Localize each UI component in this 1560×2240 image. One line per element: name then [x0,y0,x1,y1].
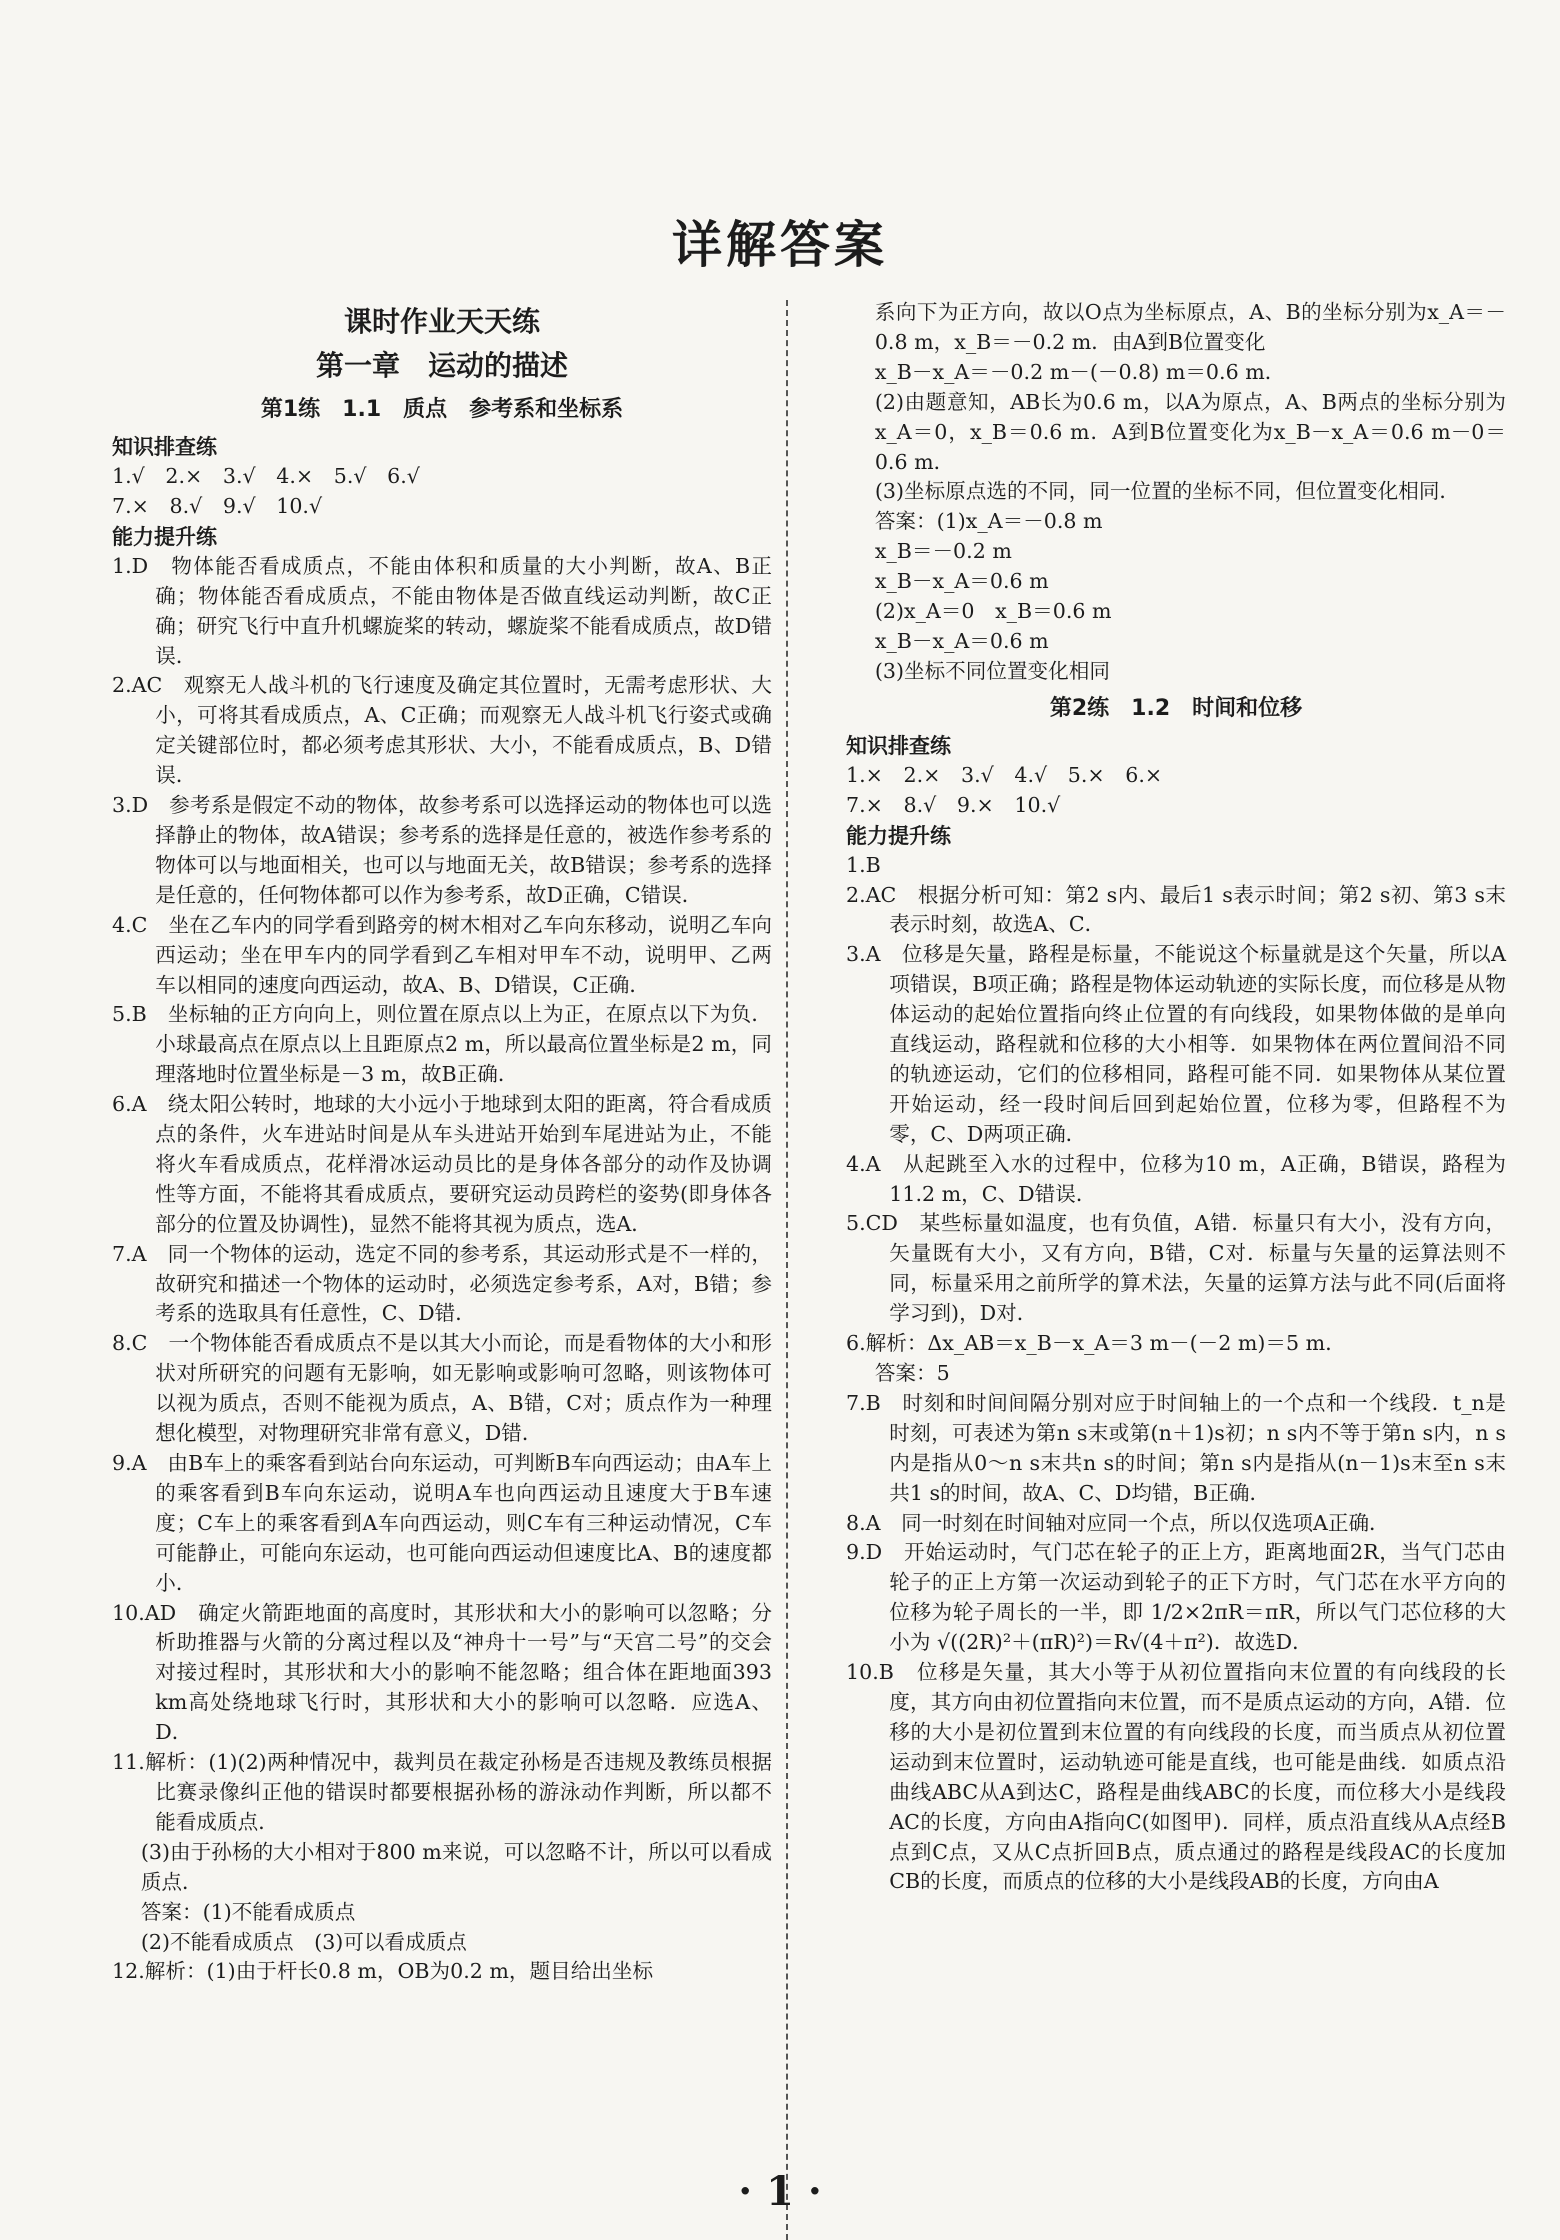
answer-item: 5.B 坐标轴的正方向向上，则位置在原点以上为正，在原点以下为负．小球最高点在原点以上且距原点2 m，所以最高位置坐标是2 m，同理落地时位置坐标是－3 m，故B正确． [112,1002,772,1087]
quick-answers: 7.× 8.√ 9.√ 10.√ [112,493,323,518]
answer-item-cont: (3)由于孙杨的大小相对于800 m来说，可以忽略不计，所以可以看成质点． [140,1839,772,1894]
answer-item: 2.AC 根据分析可知：第2 s内、最后1 s表示时间；第2 s初、第3 s末表示时刻，故选A、C． [846,882,1506,937]
answer-item: 8.A 同一时刻在时间轴对应同一个点，所以仅选项A正确． [846,1510,1390,1535]
answer-item: 6.解析：Δx_AB＝x_B－x_A＝3 m－(－2 m)＝5 m． [846,1331,1346,1356]
answer-line: (2)x_A＝0 x_B＝0.6 m [874,599,1112,624]
answer-item: 2.AC 观察无人战斗机的飞行速度及确定其位置时，无需考虑形状、大小，可将其看成质点，A、C正确；而观察无人战斗机飞行姿式或确定关键部位时，都必须考虑其形状、大小，不能看成质点，B、D错误． [112,673,772,788]
lesson-title: 第1练 1.1 质点 参考系和坐标系 [260,397,624,422]
answer-item: 9.D 开始运动时，气门芯在轮子的正上方，距离地面2R，当气门芯由轮子的正上方第一次运动到轮子的正下方时，气门芯在水平方向的位移为轮子周长的一半，即 1/2×2πR＝πR，所以气门芯位移的大小为 √((2R)²＋(πR)²)＝R√(4＋π²)．故选D． [846,1540,1506,1655]
answer-line: (3)坐标不同位置变化相同 [874,658,1110,683]
answer-item: 4.C 坐在乙车内的同学看到路旁的树木相对乙车向东移动，说明乙车向西运动；坐在甲车内的同学看到乙车相对甲车不动，说明甲、乙两车以相同的速度向西运动，故A、B、D错误，C正确． [112,912,772,997]
answer-item: 9.A 由B车上的乘客看到站台向东运动，可判断B车向西运动；由A车上的乘客看到B车向东运动，说明A车也向西运动且速度大于B车速度；C车上的乘客看到A车向西运动，则C车有三种运动情况，C车可能静止，可能向东运动，也可能向西运动但速度比A、B的速度都小． [112,1451,772,1595]
answer-item: 6.A 绕太阳公转时，地球的大小远小于地球到太阳的距离，符合看成质点的条件，火车进站时间是从车头进站开始到车尾进站为止，不能将火车看成质点，花样滑冰运动员比的是身体各部分的动作及协调性等方面，不能将其看成质点，要研究运动员跨栏的姿势(即身体各部分的位置及协调性)，显然不能将其视为质点，选A． [112,1092,772,1236]
section-heading: 能力提升练 [112,524,217,549]
answer-item: 7.A 同一个物体的运动，选定不同的参考系，其运动形式是不一样的，故研究和描述一个物体的运动时，必须选定参考系，A对，B错；参考系的选取具有任意性，C、D错． [112,1241,772,1326]
section-heading: 能力提升练 [846,823,951,848]
column-divider [786,300,788,2240]
answer-item-cont: (3)坐标原点选的不同，同一位置的坐标不同，但位置变化相同． [874,479,1461,504]
answer-item: 1.D 物体能否看成质点，不能由体积和质量的大小判断，故A、B正确；物体能否看成质点，不能由物体是否做直线运动判断，故C正确；研究飞行中直升机螺旋桨的转动，螺旋桨不能看成质点，故D错误． [112,553,772,668]
answer-item: 10.AD 确定火箭距地面的高度时，其形状和大小的影响可以忽略；分析助推器与火箭的分离过程以及“神舟十一号”与“天宫二号”的交会对接过程时，其形状和大小的影响不能忽略；组合体在距地面393 km高处绕地球飞行时，其形状和大小的影响可以忽略．应选A、D． [112,1600,772,1745]
answer-item: 10.B 位移是矢量，其大小等于从初位置指向末位置的有向线段的长度，其方向由初位置指向末位置，而不是质点运动的方向，A错．位移的大小是初位置到末位置的有向线段的长度，而当质点从初位置运动到末位置时，运动轨迹可能是直线，也可能是曲线．如质点沿曲线ABC从A到达C，路程是曲线ABC的长度，而位移大小是线段AC的长度，方向由A指向C(如图甲)．同样，质点沿直线从A点经B点到C点，又从C点折回B点，质点通过的路程是线段AC的长度加CB的长度，而质点的位移的大小是线段AB的长度，方向由A [846,1660,1506,1894]
page-title: 详解答案 [672,216,888,274]
answer-line: x_B－x_A＝0.6 m [874,569,1049,594]
answer-item: 7.B 时刻和时间间隔分别对应于时间轴上的一个点和一个线段．t_n是时刻，可表述为第n s末或第(n＋1)s初；n s内不等于第n s内，n s内是指从0～n s末共n s的时间；第n s内是指从(n－1)s末至n s末共1 s的时间，故A、C、D均错，B正确． [846,1390,1506,1505]
answer-item: 8.C 一个物体能否看成质点不是以其大小而论，而是看物体的大小和形状对所研究的问题有无影响，如无影响或影响可忽略，则该物体可以视为质点，否则不能视为质点，A、B错，C对；质点作为一种理想化模型，对物理研究非常有意义，D错． [112,1331,772,1446]
answer-item-cont: 系向下为正方向，故以O点为坐标原点，A、B的坐标分别为x_A＝－0.8 m，x_B＝－0.2 m．由A到B位置变化 [874,300,1506,354]
quick-answers: 1.√ 2.× 3.√ 4.× 5.√ 6.√ [112,464,420,488]
section-heading: 知识排查练 [112,435,217,459]
answer-item: 5.CD 某些标量如温度，也有负值，A错．标量只有大小，没有方向，矢量既有大小，又有方向，B错，C对．标量与矢量的运算法则不同，标量采用之前所学的算术法，矢量的运算方法与此不同(后面将学习到)，D对． [846,1211,1506,1326]
lesson-title: 第2练 1.2 时间和位移 [1049,695,1303,721]
chapter-title: 第一章 运动的描述 [315,349,568,382]
section-heading: 知识排查练 [846,733,951,758]
answer-line: x_B＝－0.2 m [874,539,1012,564]
left-column [112,300,772,1987]
answer-item: 1.B [846,852,881,877]
right-column [846,298,1506,1897]
answer-item-cont: x_B－x_A＝－0.2 m－(－0.8) m＝0.6 m． [874,359,1286,384]
answer-item: 3.A 位移是矢量，路程是标量，不能说这个标量就是这个矢量，所以A项错误，B项正确；路程是物体运动轨迹的实际长度，而位移是从物体运动的起始位置指向终止位置的有向线段，如果物体做的是单向直线运动，路程就和位移的大小相等．如果物体在两位置间沿不同的轨迹运动，它们的位移相同，路程可能不同．如果物体从某位置开始运动，经一段时间后回到起始位置，位移为零，但路程不为零，C、D两项正确． [846,942,1506,1146]
answer-line: x_B－x_A＝0.6 m [874,628,1049,653]
answer-item: 11.解析：(1)(2)两种情况中，裁判员在裁定孙杨是否违规及教练员根据比赛录像纠正他的错误时都要根据孙杨的游泳动作判断，所以都不能看成质点． [112,1750,772,1834]
page-number: · 1 · [738,2168,822,2215]
quick-answers: 1.× 2.× 3.√ 4.√ 5.× 6.× [846,762,1163,787]
answer-item: 12.解析：(1)由于杆长0.8 m，OB为0.2 m，题目给出坐标 [112,1959,654,1984]
part-title: 课时作业天天练 [343,305,540,338]
answer-line: 答案：5 [874,1361,950,1385]
answer-item: 4.A 从起跳至入水的过程中，位移为10 m，A正确，B错误，路程为11.2 m，C、D错误． [846,1151,1506,1206]
quick-answers: 7.× 8.√ 9.× 10.√ [846,792,1061,817]
answer-line: 答案：(1)x_A＝－0.8 m [874,509,1103,534]
answer-item: 3.D 参考系是假定不动的物体，故参考系可以选择运动的物体也可以选择静止的物体，故A错误；参考系的选择是任意的，被选作参考系的物体可以与地面相关，也可以与地面无关，故B错误；参考系的选择是任意的，任何物体都可以作为参考系，故D正确，C错误． [112,793,772,907]
answer-item-cont: (2)由题意知，AB长为0.6 m，以A为原点，A、B两点的坐标分别为x_A＝0，x_B＝0.6 m．A到B位置变化为x_B－x_A＝0.6 m－0＝0.6 m． [874,389,1506,474]
answer-line: (2)不能看成质点 (3)可以看成质点 [140,1929,467,1954]
answer-line: 答案：(1)不能看成质点 [140,1899,356,1924]
